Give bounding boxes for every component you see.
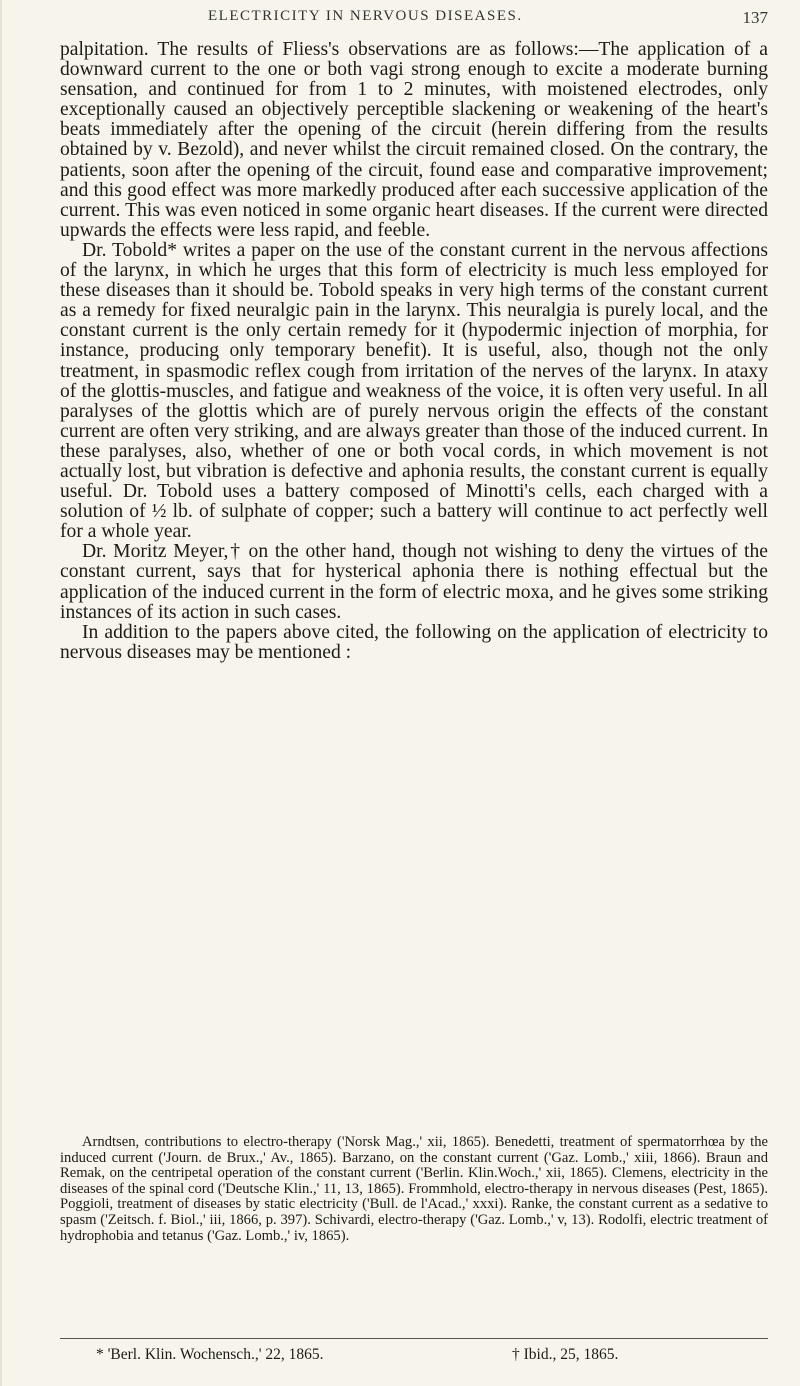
footnote-1: * 'Berl. Klin. Wochensch.,' 22, 1865. bbox=[96, 1346, 324, 1363]
paragraph-tobold: Dr. Tobold* writes a paper on the use of the constant current in the nervous affections of the larynx, in which he urges that this form of electricity is much less employed for these diseases than it should be. Tobold speaks in very high terms of the constant current as a remedy for fixed neuralgic pain in the larynx. This neuralgia is purely local, and the constant current is the only certain remedy for it (hypodermic injection of morphia, for instance, producing only temporary benefit). It is useful, also, though not the only treatment, in spasmodic reflex cough from irritation of the nerves of the larynx. In ataxy of the glottis-muscles, and fatigue and weakness of the voice, it is often very useful. In all paralyses of the glottis which are of purely nervous origin the effects of the constant current are often very striking, and are always greater than those of the induced current. In these paralyses, also, whether of one or both vocal cords, in which movement is not actually lost, but vibration is defective and aphonia results, the constant current is equally useful. Dr. Tobold uses a battery composed of Minotti's cells, each charged with a solution of ½ lb. of sulphate of copper; such a battery will continue to act perfectly well for a whole year. bbox=[60, 239, 768, 543]
page-number: 137 bbox=[742, 8, 768, 27]
paragraph-addition: In addition to the papers above cited, the following on the application of electricity to nervous diseases may be mentioned : bbox=[60, 621, 768, 663]
footnote-2: † Ibid., 25, 1865. bbox=[512, 1346, 619, 1363]
footnote-rule bbox=[60, 1338, 768, 1339]
paragraph-fliess: palpitation. The results of Fliess's observations are as follows:—The application of a downward current to the one or both vagi strong enough to excite a moderate burning sensation, and continued for from 1 to 2 minutes, with moistened electrodes, only exceptionally caused an objectively perceptible slackening or weakening of the heart's beats immediately after the opening of the circuit (herein differing from the results obtained by v. Bezold), and never whilst the circuit remained closed. On the contrary, the patients, soon after the opening of the circuit, found ease and comparative improvement; and this good effect was more markedly produced after each successive application of the current. This was even noticed in some organic heart diseases. If the current were directed upwards the effects were less rapid, and feeble. bbox=[60, 39, 768, 241]
reference-list bbox=[60, 1135, 768, 1244]
references-text: Arndtsen, contributions to electro-therapy ('Norsk Mag.,' xii, 1865). Benedetti, treatment of spermatorrhœa by the induced current ('Journ. de Brux.,' Av., 1865). Barzano, on the constant current ('Gaz. Lomb.,' xiii, 1866). Braun and Remak, on the centripetal operation of the constant current ('Berlin. Klin.Woch.,' xii, 1865). Clemens, electricity in the diseases of the spinal cord ('Deutsche Klin.,' 11, 13, 1865). Frommhold, electro-therapy in nervous diseases (Pest, 1865). Poggioli, treatment of diseases by static electricity ('Bull. de l'Acad.,' xxxi). Ranke, the constant current as a sedative to spasm ('Zeitsch. f. Biol.,' iii, 1866, p. 397). Schivardi, electro-therapy ('Gaz. Lomb.,' v, 13). Rodolfi, electric treatment of hydrophobia and tetanus ('Gaz. Lomb.,' iv, 1865). bbox=[60, 1134, 768, 1244]
running-title: ELECTRICITY IN NERVOUS DISEASES. bbox=[208, 8, 523, 24]
paragraph-meyer: Dr. Moritz Meyer,† on the other hand, though not wishing to deny the virtues of the constant current, says that for hysterical aphonia there is nothing effectual but the application of the induced current in the form of electric moxa, and he gives some striking instances of its action in such cases. bbox=[60, 541, 768, 623]
running-head bbox=[60, 8, 768, 30]
body-text bbox=[60, 40, 768, 663]
page-edge bbox=[0, 0, 2, 1386]
